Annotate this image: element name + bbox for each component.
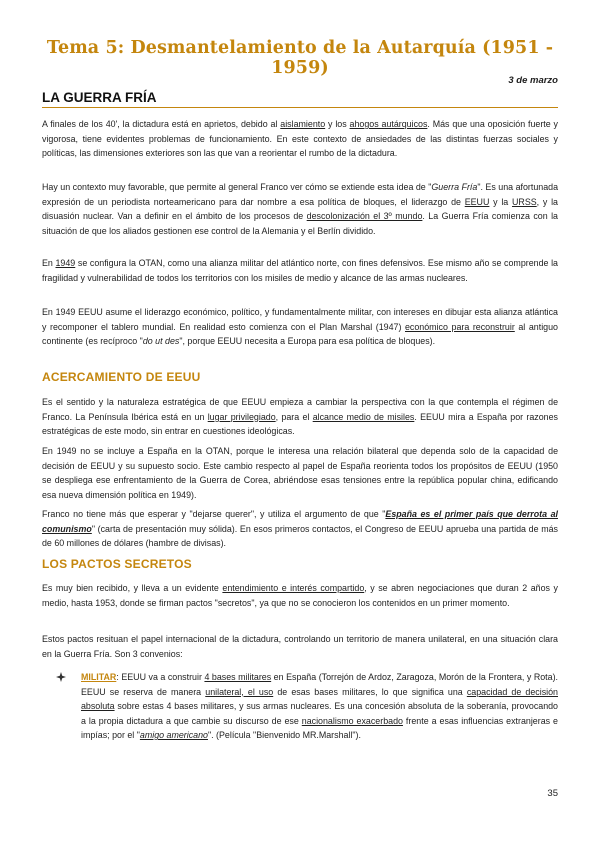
date-label: 3 de marzo	[508, 75, 558, 86]
paragraph-8: Es muy bien recibido, y lleva a un evidente entendimiento e interés compartido, y se abren negociaciones que duran 2 años y medio, hasta 1953, donde se firman pactos "secretos", ya que no se conocieron los contenidos en un primer momento.	[42, 583, 558, 608]
paragraph-1: A finales de los 40', la dictadura está en aprietos, debido al aislamiento y los ahogos autárquicos. Más que una oposición fuerte y vigorosa, tiene evidentes problemas de funcionamiento. En este contexto de ansiedades de las distintas fuerzas sociales y políticas, las dimensiones exteriores son las que van a reorientar el rumbo de la dictadura.	[42, 119, 558, 158]
paragraph-9: Estos pactos resituan el papel internacional de la dictadura, controlando un territorio de manera unilateral, en una situación clara en la Guerra Fría. Son 3 convenios:	[42, 634, 558, 659]
paragraph-7: Franco no tiene más que esperar y "dejarse querer", y utiliza el argumento de que "España es el primer país que derrota al comunismo" (carta de presentación muy sólida). En esos primeros contactos, el Congreso de EEUU aprueba una partida de más de 60 millones de dólares (hambre de divisas).	[42, 509, 558, 548]
section-heading-text: LA GUERRA FRÍA	[42, 90, 157, 105]
document-title: Tema 5: Desmantelamiento de la Autarquía (1951 - 1959)	[46, 38, 554, 78]
paragraph-5: Es el sentido y la naturaleza estratégica de que EEUU empieza a cambiar la perspectiva con la que contempla el régimen de Franco. La Península Ibérica está en un lugar privilegiado, para el alcance medio de misiles. EEUU mira a España por razones estratégicas de este modo, sin entrar en cuestiones ideológicas.	[42, 397, 558, 436]
paragraph-6: En 1949 no se incluye a España en la OTAN, porque le interesa una relación bilateral que dependa solo de la capacidad de decisión de EEUU y su supuesto socio. Este cambio respecto al papel de España reorienta todos los propósitos de EEUU (1950 se despliega ese enfrentamiento de la Guerra de Corea, abriéndose esas tensiones entre la república popular china, edificando esa nueva dimensión política en 1949).	[42, 446, 558, 500]
subheading-acercamiento: ACERCAMIENTO DE EEUU	[42, 370, 201, 384]
diamond-bullet-icon	[56, 672, 66, 682]
paragraph-2: Hay un contexto muy favorable, que permite al general Franco ver cómo se extiende esta idea de "Guerra Fría". Es una afortunada expresión de un periodista norteamericano para dar nombre a esa política de bloques, el liderazgo de EEUU y la URSS, y la disuasión nuclear. Van a definir en el ámbito de los procesos de descolonización el 3º mundo. La Guerra Fría comienza con la situación de que los aliados gestionen ese control de la Alemania y el Berlín dividido.	[42, 182, 559, 236]
page-number: 35	[547, 788, 558, 799]
bullet-text: MILITAR: EEUU va a construir 4 bases militares en España (Torrejón de Ardoz, Zaragoza, Morón de la Frontera, y Rota). EEUU se reserva de manera unilateral, el uso de esas bases militares, lo que significa una capacidad de decisión absoluta sobre estas 4 bases militares, y sus armas nucleares. Es una concesión absoluta de la soberanía, provocando a la propia dictadura a que cambie su discurso de ese nacionalismo exacerbado frente a esas influencias extranjeras e impías; por el "amigo americano". (Película "Bienvenido MR.Marshall").	[81, 672, 559, 740]
paragraph-4: En 1949 EEUU asume el liderazgo económico, político, y fundamentalmente militar, con intereses en dibujar esta alianza atlántica y recomponer el tablero mundial. En realidad esto comienza con el Plan Marshal (1947) económico para reconstruir al antiguo continente (es recíproco "do ut des", porque EEUU necesita a Europa para esa política de bloques).	[42, 307, 558, 346]
section-heading-guerra-fria	[42, 90, 558, 108]
paragraph-3: En 1949 se configura la OTAN, como una alianza militar del atlántico norte, con fines defensivos. Ese mismo año se comprende la fragilidad y vulnerabilidad de todos los territorios con los misiles de medio y alcance de las armas nucleares.	[42, 258, 558, 283]
subheading-pactos-secretos: LOS PACTOS SECRETOS	[42, 557, 192, 571]
